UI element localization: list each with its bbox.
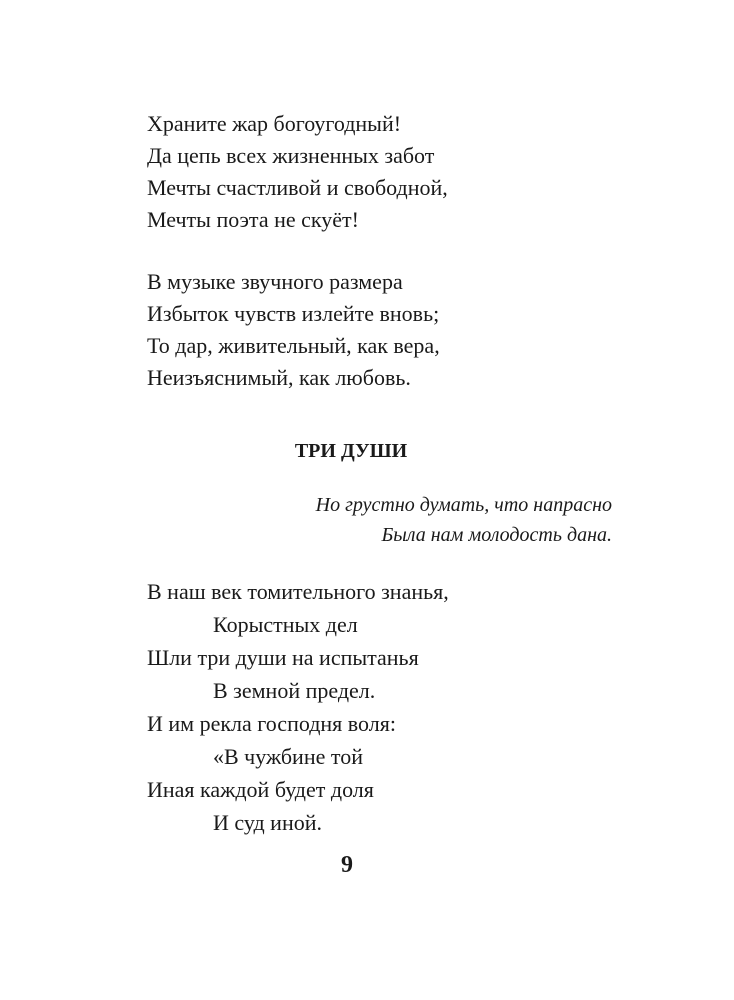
verse-line: Иная каждой будет доля: [147, 777, 374, 802]
poem-title: [0, 440, 734, 463]
verse-line: Избыток чувств излейте вновь;: [147, 301, 440, 326]
verse-line: В музыке звучного размера: [147, 269, 403, 294]
verse-line: Да цепь всех жизненных забот: [147, 143, 435, 168]
verse-line: Неизъяснимый, как любовь.: [147, 365, 411, 390]
verse-line: Мечты счастливой и свободной,: [147, 175, 448, 200]
epigraph-line: Но грустно думать, что напрасно: [315, 494, 612, 516]
verse-line: Мечты поэта не скуёт!: [147, 207, 359, 232]
verse-line: То дар, живительный, как вера,: [147, 333, 440, 358]
verse-line: И им рекла господня воля:: [147, 711, 396, 736]
verse-line-indented: В земной предел.: [213, 678, 376, 703]
poem-title-text: ТРИ ДУШИ: [294, 440, 408, 462]
verse-line: Храните жар богоугодный!: [147, 111, 402, 136]
epigraph-line: Была нам молодость дана.: [381, 524, 612, 546]
verse-line: Шли три души на испытанья: [147, 645, 419, 670]
verse-line-indented: «В чужбине той: [213, 744, 363, 769]
verse-line-indented: Корыстных дел: [213, 612, 358, 637]
verse-line-indented: И суд иной.: [213, 810, 322, 835]
page-number: 9: [341, 852, 353, 878]
verse-line: В наш век томительного знанья,: [147, 579, 449, 604]
